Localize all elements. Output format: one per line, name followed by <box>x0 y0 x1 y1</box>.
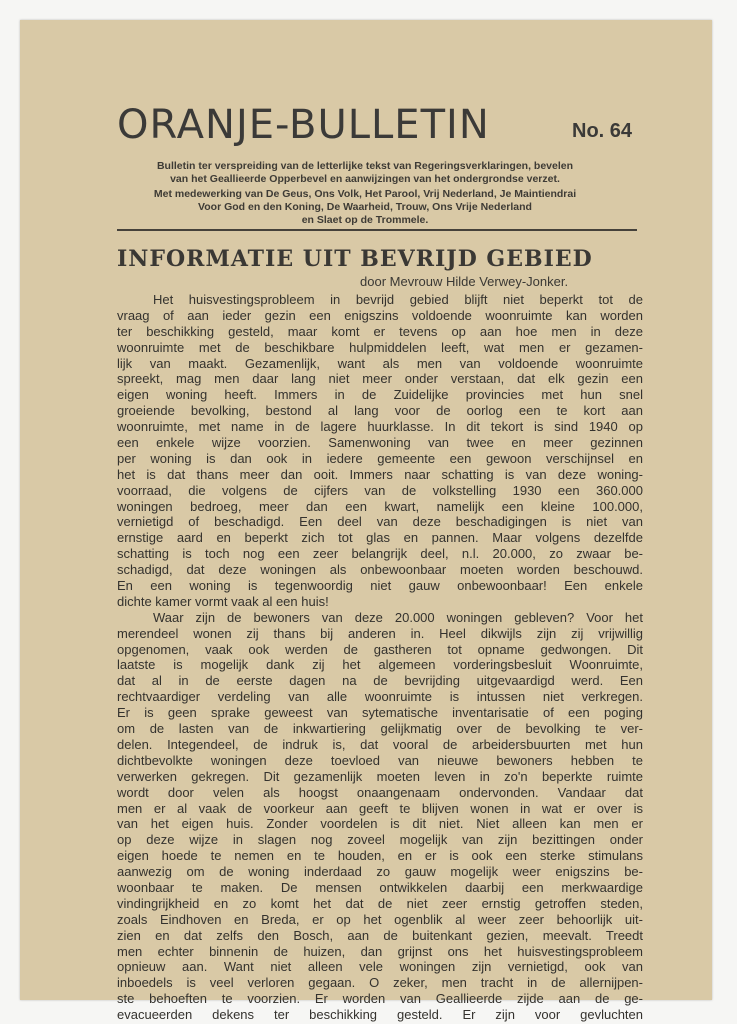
text-line: om de lasten van de inkwartiering gelijkmatig over de bevolking te ver- <box>117 721 643 737</box>
text-line: groeiende bevolking, bestond al lang voor de oorlog een te kort aan <box>117 403 643 419</box>
text-line: van het eigen huis. Zonder voordelen is dit niet. Niet alleen kan men er <box>117 816 643 832</box>
text-line: En een woning is tegenwoordig niet gauw onbewoonbaar! Een enkele <box>117 578 643 594</box>
article-body <box>117 292 643 1023</box>
text-line: een enkele wijze voorzien. Samenwoning van twee en meer gezinnen <box>117 435 643 451</box>
bulletin-title: ORANJE-BULLETIN <box>117 102 490 148</box>
text-line: dichte kamer vormt vaak al een huis! <box>117 593 329 609</box>
subtitle-line: Bulletin ter verspreiding van de letterlijke tekst van Regeringsverklaringen, bevelen <box>156 160 574 172</box>
text-line: opnieuw aan. Want niet alleen vele woningen zijn vernietigd, ook van <box>117 959 643 975</box>
text-line: vraag of aan ieder gezin een enigszins voldoende woonruimte kan worden <box>117 307 643 323</box>
text-line: delen. Integendeel, de indruk is, dat vooral de arbeidersbuurten met hun <box>117 736 643 752</box>
subtitle-line: Voor God en den Koning, De Waarheid, Trouw, Ons Vrije Nederland <box>198 201 532 213</box>
text-line: per woning is dan ook in iedere gemeente een gewoon verschijnsel en <box>117 450 643 466</box>
article-headline: INFORMATIE UIT BEVRIJD GEBIED <box>117 246 593 272</box>
text-line: spreekt, mag men daar lang niet meer onder verstaan, dat elk gezin een <box>117 371 643 387</box>
text-line: opgenomen, vaak ook werden de gastheren tot opname gedwongen. Dit <box>117 641 643 657</box>
text-line: ste behoeften te voorzien. Er worden van Geallieerde zijde aan de ge- <box>117 991 643 1007</box>
text-line: wordt door velen als hoogst onaangenaam ondervonden. Vandaar dat <box>117 784 643 800</box>
text-line: lijk van maakt. Gezamenlijk, want als men van voldoende woonruimte <box>117 355 643 371</box>
text-line: schadigd, dat deze woningen als onbewoonbaar moeten worden beschouwd. <box>117 562 643 578</box>
text-line: voorraad, die volgens de cijfers van de volkstelling 1930 een 360.000 <box>117 482 643 498</box>
text-line: vernietigd of beschadigd. Een deel van deze beschadigingen is niet van <box>117 514 643 530</box>
text-line: schatting is toch nog een zeer belangrijk deel, n.l. 20.000, zo zwaar be- <box>117 546 643 562</box>
text-line: eigen hoede te nemen en te houden, en er is ook een sterke stimulans <box>117 848 643 864</box>
text-line: Het huisvestingsprobleem in bevrijd gebied blijft niet beperkt tot de <box>153 292 643 307</box>
text-line: Waar zijn de bewoners van deze 20.000 woningen gebleven? Voor het <box>153 609 643 625</box>
masthead-divider <box>117 229 637 231</box>
issue-number: No. 64 <box>572 120 633 142</box>
text-line: merendeel wonen zij thans bij anderen in. Heel dikwijls zijn zij vrijwillig <box>117 625 643 641</box>
text-line: dichtbevolkte woningen deze toevloed van nieuwe bewoners hebben te <box>117 752 643 768</box>
text-line: vindingrijkheid en zo komt het dat de niet zeer ernstig getroffen steden, <box>117 895 643 911</box>
subtitle-line: Met medewerking van De Geus, Ons Volk, Het Parool, Vrij Nederland, Je Maintiendrai <box>153 188 577 200</box>
text-line: Er is geen sprake geweest van sytematische inventarisatie of een poging <box>117 705 643 721</box>
text-line: aanwezig om de woning inderdaad zo gauw mogelijk weer enigszins be- <box>117 864 643 880</box>
text-line: verwerken gekregen. Dit gezamenlijk moeten leven in zo'n beperkte ruimte <box>117 768 643 784</box>
text-line: rechtvaardiger verdeling van alle woonruimte is intussen niet verkregen. <box>117 689 643 705</box>
text-line: eigen woning heeft. Immers in de Zuidelijke provincies met hun snel <box>117 387 643 403</box>
text-line: dat al in de eerste dagen na de bevrijding uitgevaardigd werd. Een <box>117 673 643 689</box>
text-line: zien en dat zelfs den Bosch, aan de buitenkant gezien, meevalt. Treedt <box>117 927 643 943</box>
text-line: ernstige aard en beperkt zich tot glas en pannen. Maar volgens dezelfde <box>117 530 643 546</box>
text-line: woningen bedroeg, meer dan een kwart, namelijk een kleine 100.000, <box>117 498 643 514</box>
text-line: woonruimte met de beschikbare hulpmiddelen leeft, wat men er gezamen- <box>117 339 643 355</box>
text-line: laatste is mogelijk dank zij het algemeen vorderingsbesluit Woonruimte, <box>117 657 643 673</box>
text-line: ter beschikking gesteld, maar komt er tevens op aan hoe men in deze <box>117 323 643 339</box>
text-line: zoals Eindhoven en Breda, er op het ogenblik al weer zeer behoorlijk uit- <box>117 911 643 927</box>
subtitle-line: van het Geallieerde Opperbevel en aanwijzingen van het ondergrondse verzet. <box>170 173 560 185</box>
article-byline: door Mevrouw Hilde Verwey-Jonker. <box>360 274 569 289</box>
text-line: woonruimte, met name in de lagere huurklasse. In dit tekort is sind 1940 op <box>117 419 643 435</box>
bulletin-sheet <box>20 20 712 1023</box>
text-line: op deze wijze in slagen nog zoveel mogelijk van zijn bezittingen onder <box>117 832 643 848</box>
text-line: men echter binnenin de huizen, dan grijnst ons het huisvestingsprobleem <box>117 943 643 959</box>
text-line: inboedels is veel verloren gegaan. O zeker, men tracht in de allernijpen- <box>117 975 643 991</box>
text-line: het is dat thans meer dan ooit. Immers naar schatting is van deze woning- <box>117 466 643 482</box>
text-line: men er al vaak de voorkeur aan geeft te blijven wonen in wat er over is <box>117 800 643 816</box>
text-line: evacueerden dekens ter beschikking gesteld. Er zijn voor gevluchten <box>117 1007 643 1023</box>
text-line: woonbaar te maken. De mensen ontwikkelen daarbij een merkwaardige <box>117 879 643 895</box>
subtitle-line: en Slaet op de Trommele. <box>301 214 429 226</box>
